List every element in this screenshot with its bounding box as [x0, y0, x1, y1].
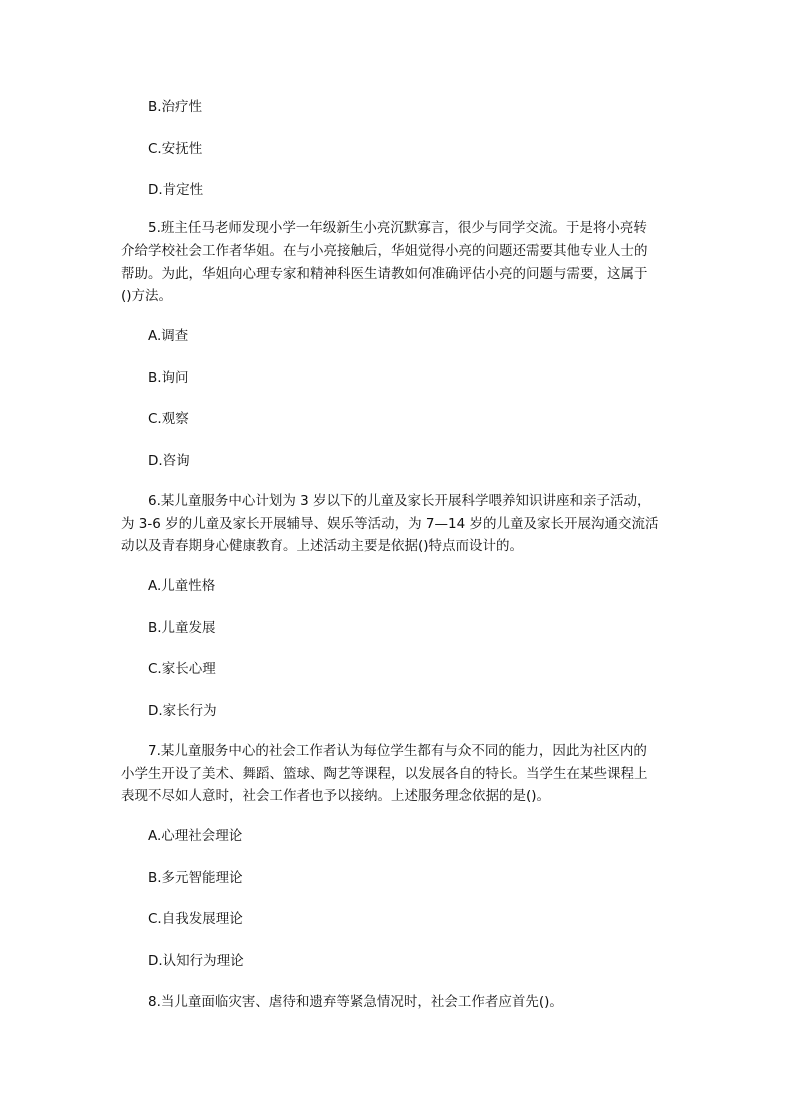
- q6-option-c: C.家长心理: [148, 661, 216, 677]
- q6-text-line-2: 为 3-6 岁的儿童及家长开展辅导、娱乐等活动，为 7—14 岁的儿童及家长开展沟通交流活: [121, 516, 659, 532]
- q5-text-line-3: 帮助。为此，华姐向心理专家和精神科医生请教如何准确评估小亮的问题与需要，这属于: [121, 266, 648, 282]
- q5-option-d: D.咨询: [148, 453, 190, 469]
- q6-text-line-1: 6.某儿童服务中心计划为 3 岁以下的儿童及家长开展科学喂养知识讲座和亲子活动，: [148, 493, 651, 509]
- q5-text-line-2: 介给学校社会工作者华姐。在与小亮接触后，华姐觉得小亮的问题还需要其他专业人士的: [121, 243, 648, 259]
- q5-option-a: A.调查: [148, 328, 189, 344]
- q7-option-c: C.自我发展理论: [148, 911, 243, 927]
- q4-option-c: C.安抚性: [148, 141, 203, 157]
- q8-text-line-1: 8.当儿童面临灾害、虐待和遗弃等紧急情况时，社会工作者应首先()。: [148, 994, 563, 1010]
- q4-option-b: B.治疗性: [148, 99, 203, 115]
- q6-option-b: B.儿童发展: [148, 620, 216, 636]
- q7-text-line-2: 小学生开设了美术、舞蹈、篮球、陶艺等课程，以发展各自的特长。当学生在某些课程上: [121, 766, 648, 782]
- q6-text-line-3: 动以及青春期身心健康教育。上述活动主要是依据()特点而设计的。: [121, 538, 524, 554]
- q5-text-line-4: ()方法。: [121, 288, 173, 304]
- q7-text-line-1: 7.某儿童服务中心的社会工作者认为每位学生都有与众不同的能力，因此为社区内的: [148, 743, 647, 759]
- q4-option-d: D.肯定性: [148, 182, 204, 198]
- q5-option-c: C.观察: [148, 411, 189, 427]
- q7-option-b: B.多元智能理论: [148, 870, 243, 886]
- q7-option-d: D.认知行为理论: [148, 953, 244, 969]
- q7-option-a: A.心理社会理论: [148, 828, 243, 844]
- q6-option-a: A.儿童性格: [148, 578, 216, 594]
- q5-option-b: B.询问: [148, 370, 189, 386]
- q5-text-line-1: 5.班主任马老师发现小学一年级新生小亮沉默寡言，很少与同学交流。于是将小亮转: [148, 220, 647, 236]
- q6-option-d: D.家长行为: [148, 703, 217, 719]
- q7-text-line-3: 表现不尽如人意时，社会工作者也予以接纳。上述服务理念依据的是()。: [121, 788, 551, 804]
